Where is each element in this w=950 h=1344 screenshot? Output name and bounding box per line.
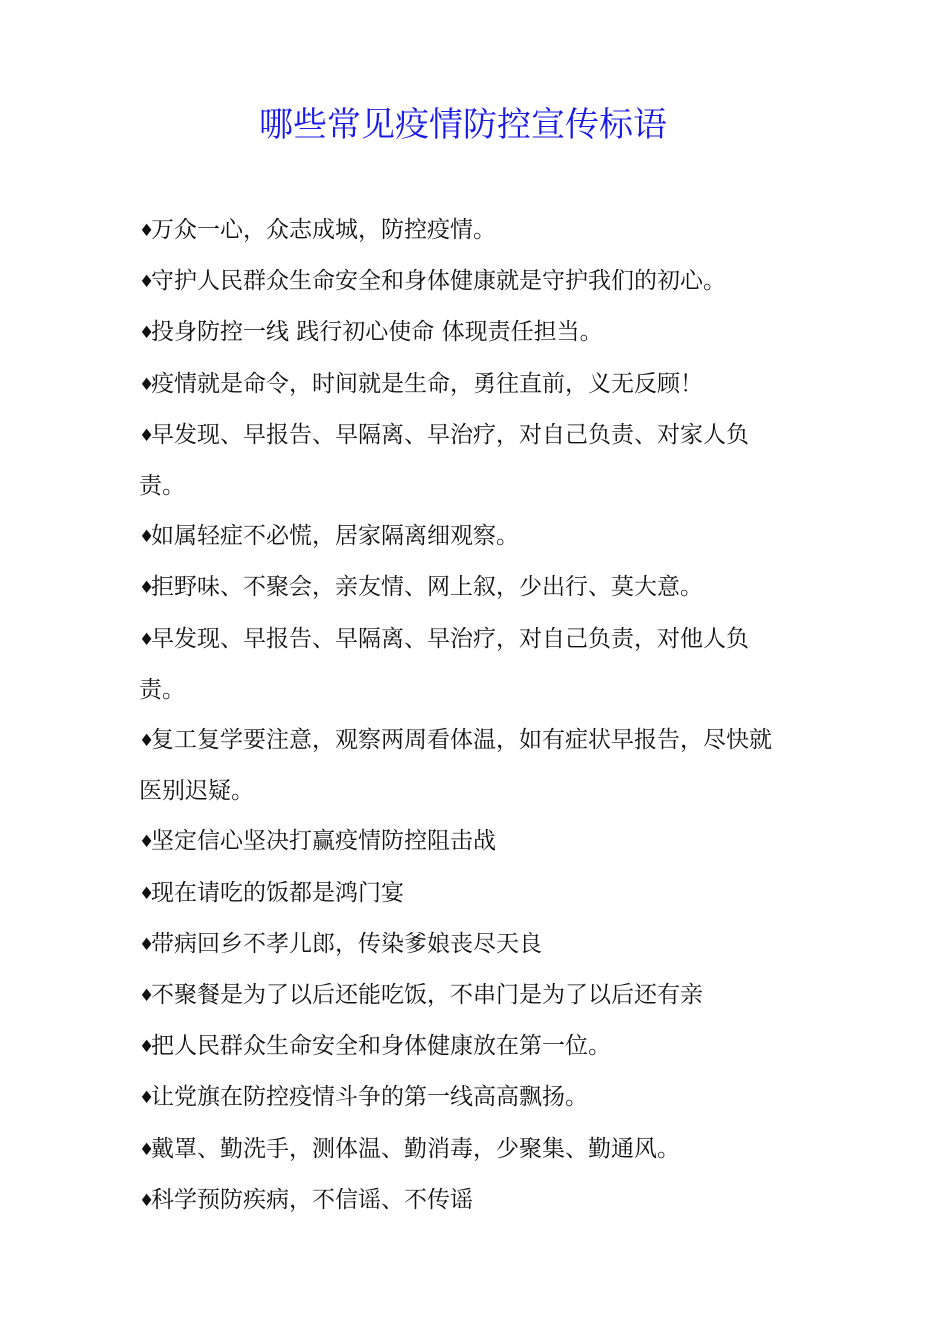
slogan-item: ♦投身防控一线 践行初心使命 体现责任担当。 bbox=[139, 307, 779, 358]
slogan-item: ♦万众一心，众志成城，防控疫情。 bbox=[139, 205, 779, 256]
slogan-item: ♦带病回乡不孝儿郎，传染爹娘丧尽天良 bbox=[139, 919, 779, 970]
slogan-item: ♦现在请吃的饭都是鸿门宴 bbox=[139, 868, 779, 919]
diamond-bullet-icon: ♦ bbox=[139, 832, 155, 853]
slogan-item: ♦拒野味、不聚会，亲友情、网上叙，少出行、莫大意。 bbox=[139, 562, 779, 613]
slogan-item: ♦坚定信心坚决打赢疫情防控阻击战 bbox=[139, 816, 779, 867]
slogan-item: ♦守护人民群众生命安全和身体健康就是守护我们的初心。 bbox=[139, 256, 779, 307]
diamond-bullet-icon: ♦ bbox=[139, 883, 155, 904]
slogan-item: ♦不聚餐是为了以后还能吃饭，不串门是为了以后还有亲 bbox=[139, 970, 779, 1021]
slogan-item: ♦戴罩、勤洗手，测体温、勤消毒，少聚集、勤通风。 bbox=[139, 1124, 779, 1175]
diamond-bullet-icon: ♦ bbox=[139, 425, 155, 446]
slogan-item: ♦让党旗在防控疫情斗争的第一线高高飘扬。 bbox=[139, 1072, 779, 1123]
diamond-bullet-icon: ♦ bbox=[139, 986, 155, 1007]
diamond-bullet-icon: ♦ bbox=[139, 629, 155, 650]
diamond-bullet-icon: ♦ bbox=[139, 934, 155, 955]
diamond-bullet-icon: ♦ bbox=[139, 272, 155, 293]
slogan-item: ♦把人民群众生命安全和身体健康放在第一位。 bbox=[139, 1021, 779, 1072]
diamond-bullet-icon: ♦ bbox=[139, 527, 155, 548]
diamond-bullet-icon: ♦ bbox=[139, 374, 155, 395]
diamond-bullet-icon: ♦ bbox=[139, 1190, 155, 1211]
diamond-bullet-icon: ♦ bbox=[139, 1037, 155, 1058]
slogan-list bbox=[139, 205, 779, 1226]
diamond-bullet-icon: ♦ bbox=[139, 1139, 155, 1160]
document-title: 哪些常见疫情防控宣传标语 bbox=[259, 105, 667, 145]
diamond-bullet-icon: ♦ bbox=[139, 221, 155, 241]
diamond-bullet-icon: ♦ bbox=[139, 578, 155, 599]
diamond-bullet-icon: ♦ bbox=[139, 731, 155, 752]
slogan-item: ♦复工复学要注意，观察两周看体温，如有症状早报告，尽快就医别迟疑。 bbox=[139, 715, 779, 816]
diamond-bullet-icon: ♦ bbox=[139, 323, 155, 344]
slogan-item: ♦如属轻症不必慌，居家隔离细观察。 bbox=[139, 511, 779, 562]
slogan-item: ♦疫情就是命令，时间就是生命，勇往直前，义无反顾！ bbox=[139, 359, 779, 410]
slogan-item: ♦早发现、早报告、早隔离、早治疗，对自己负责，对他人负责。 bbox=[139, 614, 779, 715]
slogan-item: ♦早发现、早报告、早隔离、早治疗，对自己负责、对家人负责。 bbox=[139, 410, 779, 511]
diamond-bullet-icon: ♦ bbox=[139, 1088, 155, 1109]
slogan-item: ♦科学预防疾病，不信谣、不传谣 bbox=[139, 1175, 779, 1226]
